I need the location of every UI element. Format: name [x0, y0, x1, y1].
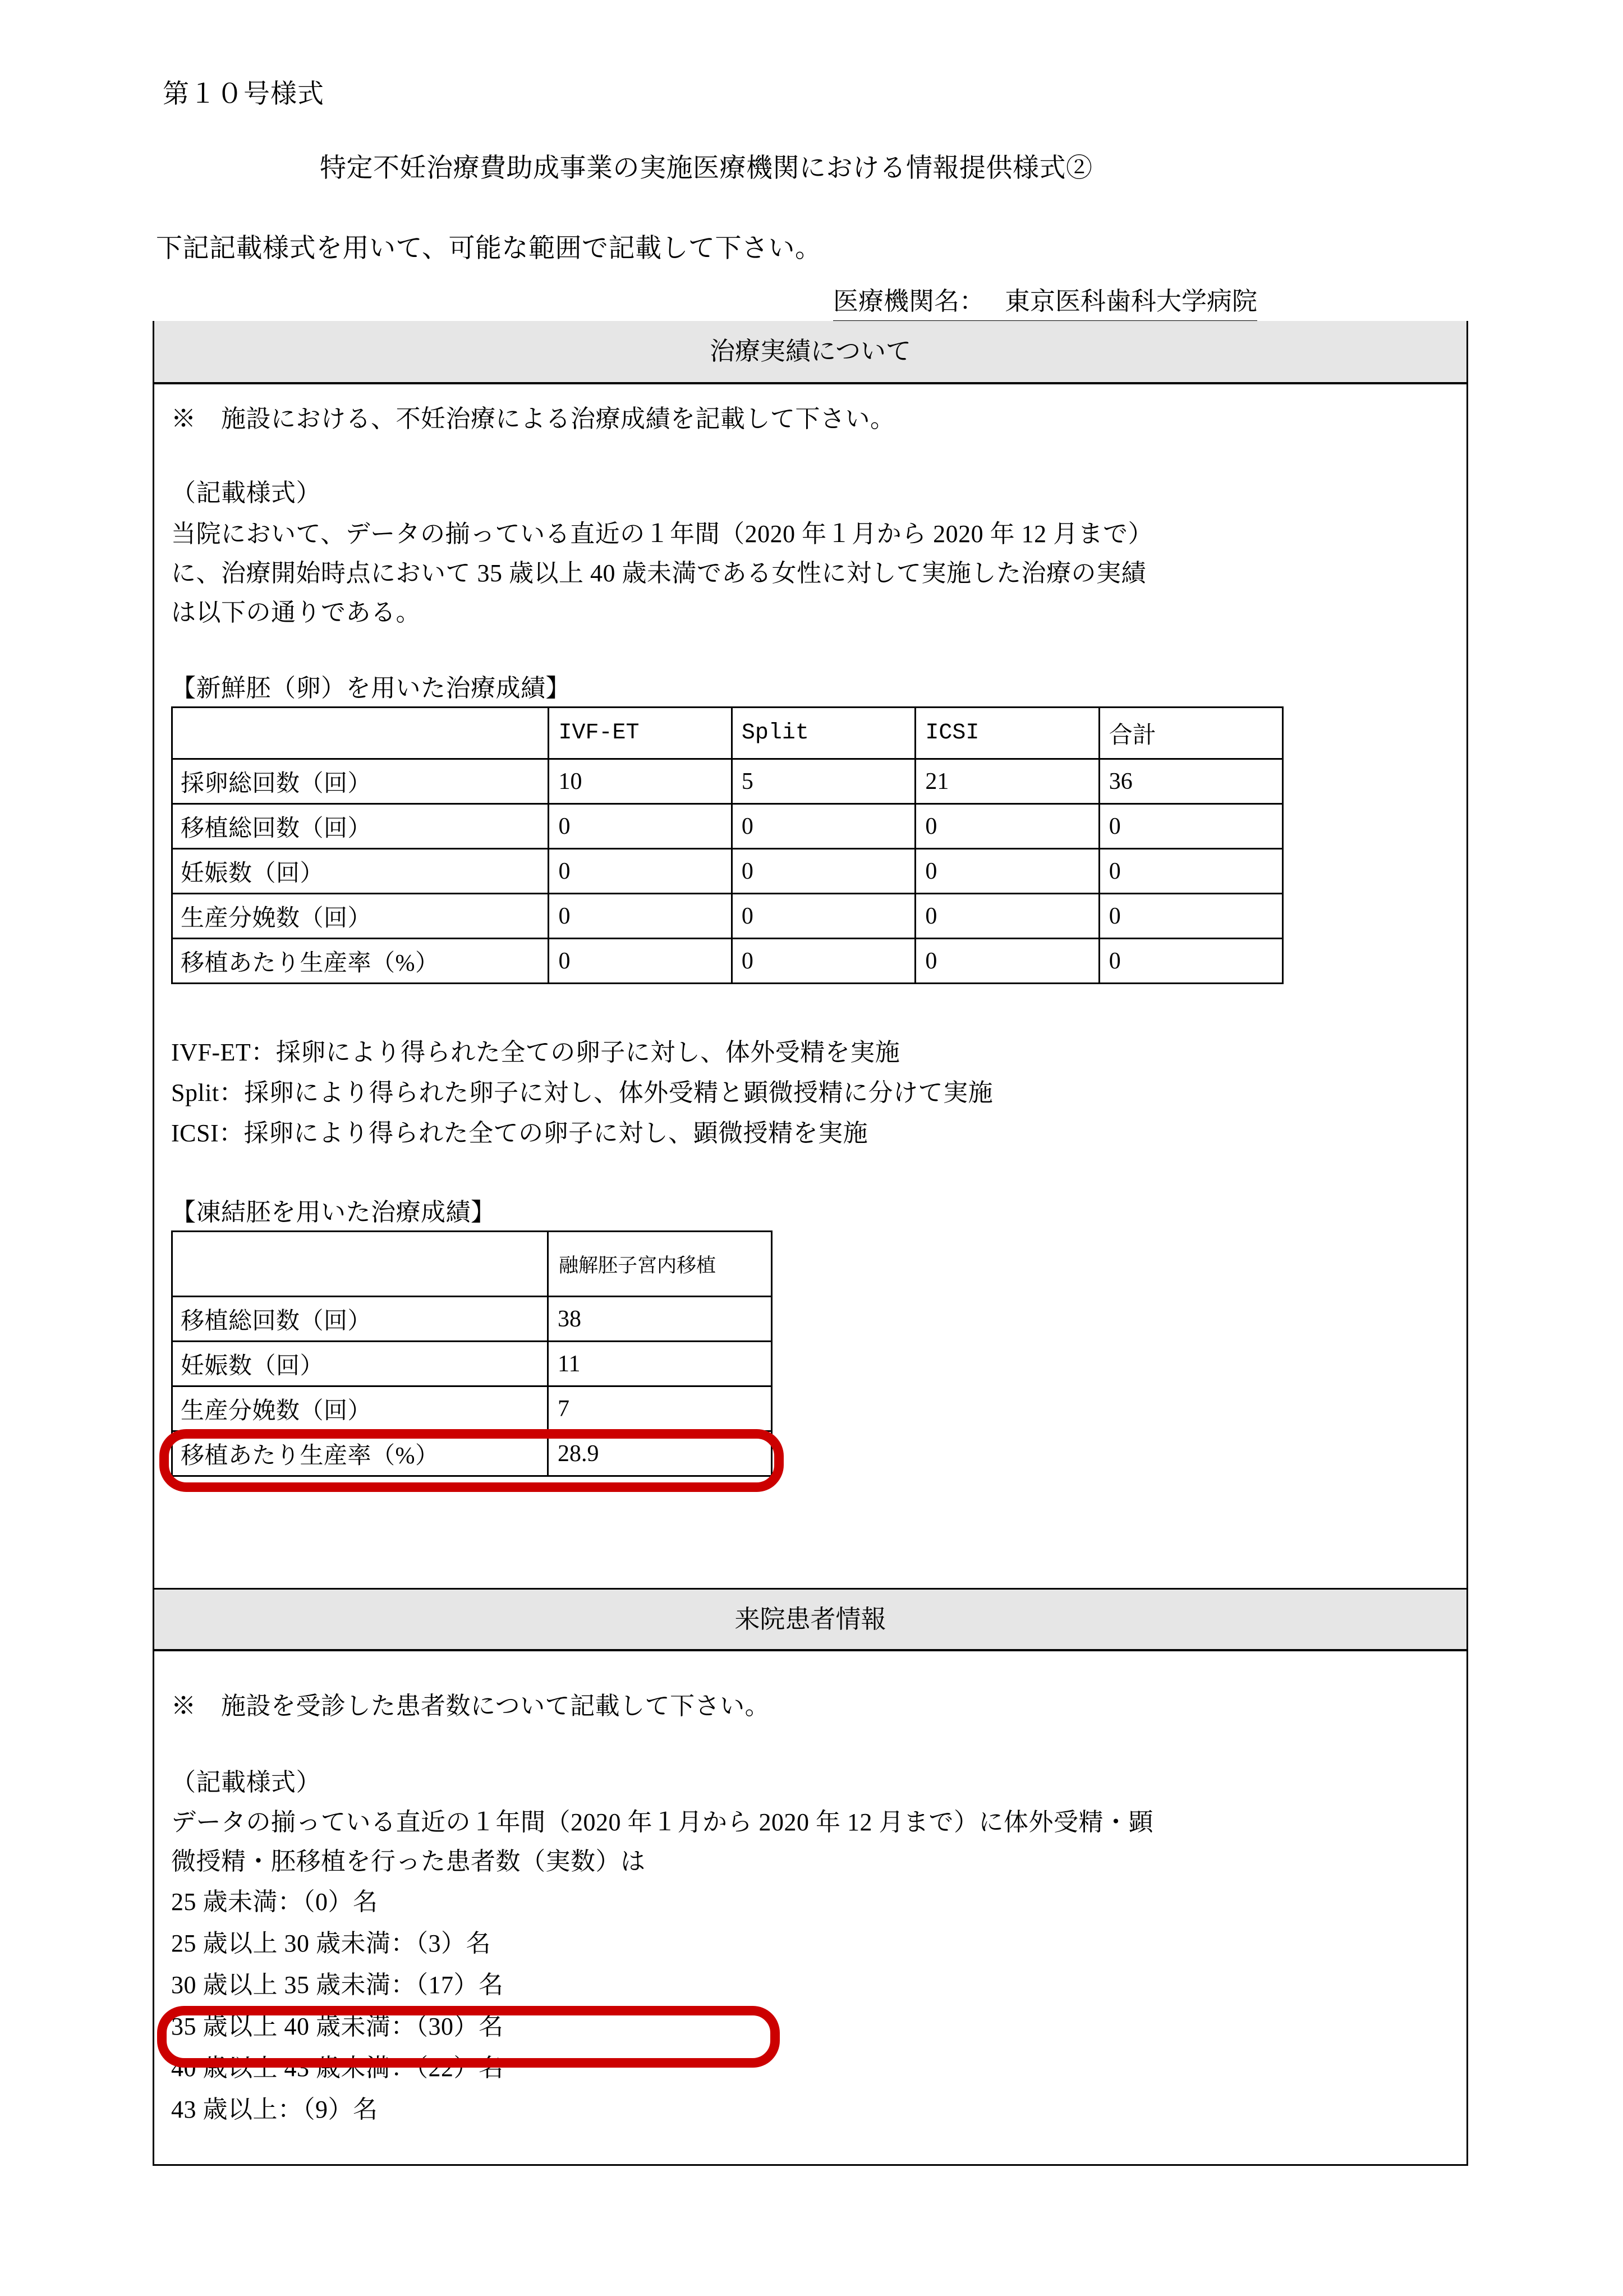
cell-pregnancies-ivf-et: 0 — [549, 849, 732, 894]
section-header-treatment-results-label: 治療実績について — [709, 337, 912, 365]
instruction-text: 下記記載様式を用いて、可能な範囲で記載して下さい。 — [156, 234, 822, 263]
cell-pregnancies-total: 0 — [1099, 849, 1282, 894]
section-header-patient-info-label: 来院患者情報 — [734, 1605, 886, 1633]
column-header-ivf-et: IVF-ET — [549, 708, 732, 759]
row-label-live-birth-rate: 移植あたり生産率（%） — [172, 939, 549, 984]
age-bracket-25-30-value: 3 — [428, 1930, 441, 1957]
document-frame — [153, 321, 1468, 2166]
table-row — [172, 1297, 772, 1342]
section1-paragraph-line-1: 当院において、データの揃っている直近の１年間（2020 年１月から 2020 年 12 月まで） — [171, 520, 1153, 548]
table-row — [172, 894, 1283, 939]
table-header-row — [172, 1232, 772, 1297]
column-header-icsi: ICSI — [916, 708, 1099, 759]
cell-live-birth-rate-ivf-et: 0 — [549, 939, 732, 984]
document-title: 特定不妊治療費助成事業の実施医療機関における情報提供様式② — [320, 154, 1093, 183]
cell-transfers-icsi: 0 — [916, 804, 1099, 849]
age-bracket-35-40 — [171, 2006, 504, 2047]
corner-cell — [172, 708, 549, 759]
age-bracket-25-30-label: 25 歳以上 30 歳未満：（ — [171, 1930, 429, 1957]
institution-label: 医療機関名： — [833, 287, 985, 315]
cell-live-births-icsi: 0 — [916, 894, 1099, 939]
table-row — [172, 804, 1283, 849]
age-bracket-under-25-value: 0 — [315, 1888, 328, 1916]
cell-live-birth-rate-icsi: 0 — [916, 939, 1099, 984]
cell-pregnancies-icsi: 0 — [916, 849, 1099, 894]
fresh-embryo-results-table — [171, 706, 1284, 984]
age-bracket-40-43-label: 40 歳以上 43 歳未満：（ — [171, 2054, 429, 2082]
section2-paragraph — [171, 1803, 1153, 1881]
age-bracket-40-43-value: 22 — [428, 2054, 454, 2082]
fresh-embryo-table-caption: 【新鮮胚（卵）を用いた治療成績】 — [171, 674, 571, 702]
section2-paragraph-line-2: 微授精・胚移植を行った患者数（実数）は — [171, 1848, 646, 1875]
age-bracket-over-43-label: 43 歳以上：（ — [171, 2096, 315, 2123]
age-bracket-over-43-value: 9 — [315, 2096, 328, 2123]
age-bracket-over-43 — [171, 2089, 504, 2130]
age-bracket-under-25-suffix: ）名 — [328, 1888, 378, 1916]
column-header-total: 合計 — [1099, 708, 1282, 759]
cell-frozen-live-birth-rate: 28.9 — [548, 1431, 772, 1476]
age-bracket-25-30 — [171, 1923, 504, 1964]
cell-frozen-live-births: 7 — [548, 1386, 772, 1431]
row-label-oocyte-retrievals: 採卵総回数（回） — [172, 759, 549, 804]
age-bracket-over-43-suffix: ）名 — [328, 2096, 378, 2123]
table-row — [172, 1342, 772, 1386]
institution-name: 東京医科歯科大学病院 — [1005, 287, 1258, 315]
definition-icsi: ICSI：採卵により得られた全ての卵子に対し、顕微授精を実施 — [171, 1119, 868, 1147]
table-row — [172, 939, 1283, 984]
age-bracket-under-25 — [171, 1881, 504, 1923]
row-label-pregnancies: 妊娠数（回） — [172, 849, 549, 894]
cell-transfers-ivf-et: 0 — [549, 804, 732, 849]
cell-transfers-split: 0 — [732, 804, 915, 849]
cell-frozen-pregnancies: 11 — [548, 1342, 772, 1386]
method-definitions — [171, 1032, 993, 1154]
cell-oocyte-retrievals-icsi: 21 — [916, 759, 1099, 804]
section1-note: ※ 施設における、不妊治療による治療成績を記載して下さい。 — [171, 405, 895, 433]
cell-oocyte-retrievals-ivf-et: 10 — [549, 759, 732, 804]
frozen-embryo-table-caption: 【凍結胚を用いた治療成績】 — [171, 1198, 496, 1226]
section2-paragraph-line-1: データの揃っている直近の１年間（2020 年１月から 2020 年 12 月まで）に体外受精・顕 — [171, 1808, 1153, 1836]
age-bracket-40-43-suffix: ）名 — [453, 2054, 504, 2082]
table-header-row — [172, 708, 1283, 759]
row-label-frozen-transfers: 移植総回数（回） — [172, 1297, 548, 1342]
section1-paragraph — [171, 515, 1153, 632]
row-label-frozen-live-births: 生産分娩数（回） — [172, 1386, 548, 1431]
table-row — [172, 1431, 772, 1476]
age-bracket-list — [171, 1881, 504, 2130]
cell-live-birth-rate-split: 0 — [732, 939, 915, 984]
age-bracket-25-30-suffix: ）名 — [441, 1930, 491, 1957]
cell-live-births-ivf-et: 0 — [549, 894, 732, 939]
column-header-thawed-embryo-transfer: 融解胚子宮内移植 — [548, 1232, 772, 1297]
definition-split: Split：採卵により得られた卵子に対し、体外受精と顕微授精に分けて実施 — [171, 1079, 994, 1106]
cell-oocyte-retrievals-total: 36 — [1099, 759, 1282, 804]
cell-live-births-total: 0 — [1099, 894, 1282, 939]
frozen-embryo-results-table — [171, 1230, 773, 1477]
section-header-patient-info — [154, 1588, 1466, 1651]
row-label-live-births: 生産分娩数（回） — [172, 894, 549, 939]
row-label-transfers: 移植総回数（回） — [172, 804, 549, 849]
section2-note: ※ 施設を受診した患者数について記載して下さい。 — [171, 1692, 770, 1720]
section1-paragraph-line-2: に、治療開始時点において 35 歳以上 40 歳未満である女性に対して実施した治療の実績 — [171, 559, 1146, 587]
row-label-frozen-live-birth-rate: 移植あたり生産率（%） — [172, 1431, 548, 1476]
column-header-split: Split — [732, 708, 915, 759]
age-bracket-under-25-label: 25 歳未満：（ — [171, 1888, 315, 1916]
age-bracket-30-35-suffix: ）名 — [453, 1971, 504, 1999]
cell-live-births-split: 0 — [732, 894, 915, 939]
age-bracket-30-35 — [171, 1964, 504, 2006]
cell-frozen-transfers: 38 — [548, 1297, 772, 1342]
cell-pregnancies-split: 0 — [732, 849, 915, 894]
cell-oocyte-retrievals-split: 5 — [732, 759, 915, 804]
table-row — [172, 759, 1283, 804]
corner-cell — [172, 1232, 548, 1297]
section-header-treatment-results — [154, 321, 1466, 384]
definition-ivf-et: IVF-ET：採卵により得られた全ての卵子に対し、体外受精を実施 — [171, 1039, 900, 1066]
section1-paragraph-line-3: は以下の通りである。 — [171, 599, 421, 626]
age-bracket-35-40-label: 35 歳以上 40 歳未満：（ — [171, 2013, 429, 2040]
section2-format-label: （記載様式） — [171, 1769, 321, 1796]
table-row — [172, 849, 1283, 894]
age-bracket-30-35-label: 30 歳以上 35 歳未満：（ — [171, 1971, 429, 1999]
age-bracket-35-40-value: 30 — [428, 2013, 454, 2040]
institution-field — [833, 281, 1257, 322]
row-label-frozen-pregnancies: 妊娠数（回） — [172, 1342, 548, 1386]
cell-live-birth-rate-total: 0 — [1099, 939, 1282, 984]
cell-transfers-total: 0 — [1099, 804, 1282, 849]
age-bracket-40-43 — [171, 2047, 504, 2089]
section1-format-label: （記載様式） — [171, 479, 321, 507]
form-number: 第１０号様式 — [163, 80, 324, 109]
age-bracket-30-35-value: 17 — [428, 1971, 454, 1999]
age-bracket-35-40-suffix: ）名 — [453, 2013, 504, 2040]
table-row — [172, 1386, 772, 1431]
